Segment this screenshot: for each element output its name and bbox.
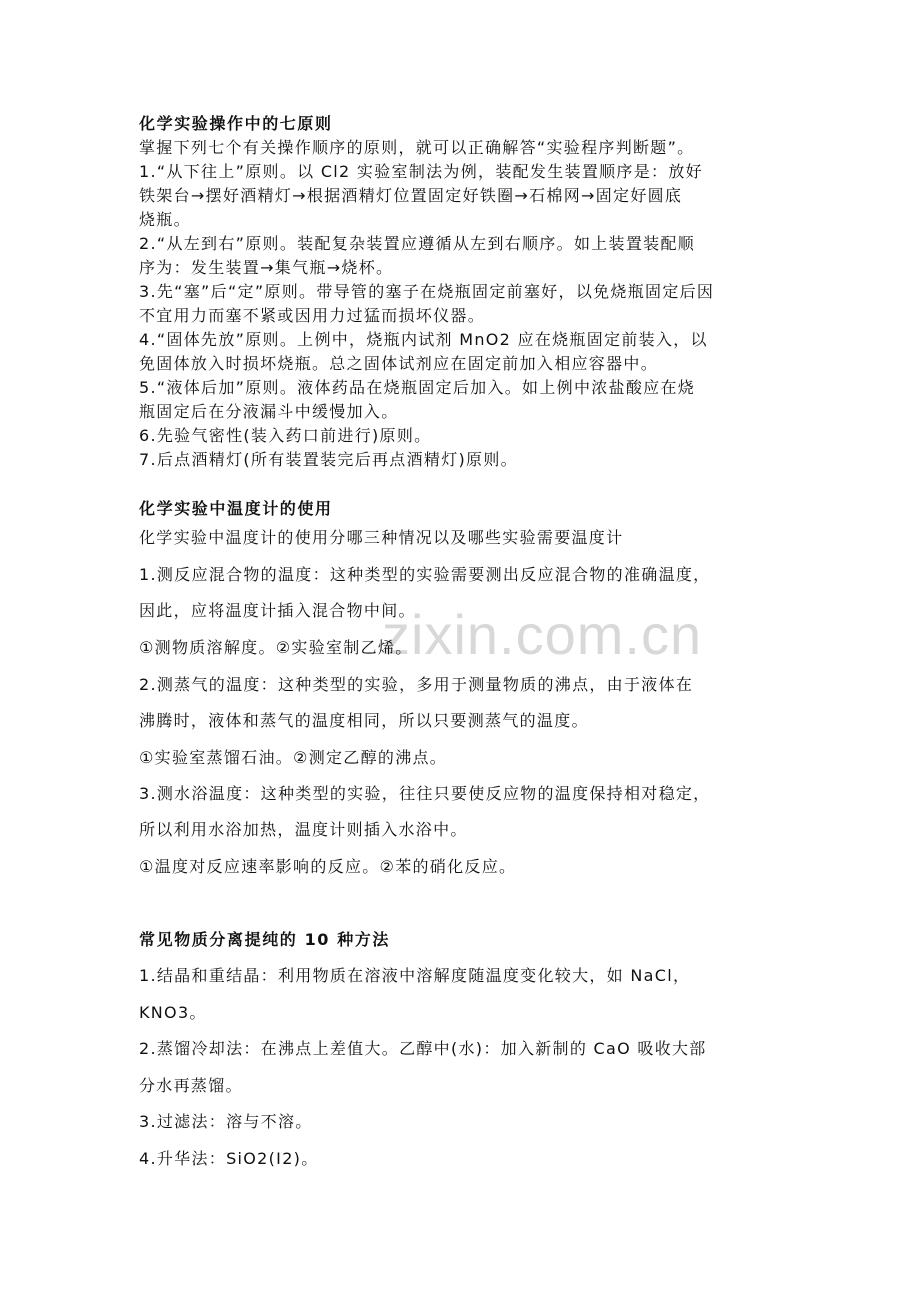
paragraph-line: 4.“固体先放”原则。上例中，烧瓶内试剂 MnO2 应在烧瓶固定前装入，以 bbox=[139, 330, 708, 349]
paragraph-line: 3.先“塞”后“定”原则。带导管的塞子在烧瓶固定前塞好，以免烧瓶固定后因 bbox=[139, 282, 715, 301]
paragraph-line: 分水再蒸馏。 bbox=[139, 1076, 243, 1095]
paragraph-line: 烧瓶。 bbox=[139, 210, 191, 229]
paragraph-line: 化学实验中温度计的使用分哪三种情况以及哪些实验需要温度计 bbox=[139, 528, 624, 547]
paragraph-line: 6.先验气密性(装入药口前进行)原则。 bbox=[139, 426, 432, 445]
watermark: zixin.com.cn bbox=[382, 603, 703, 666]
paragraph-line: 5.“液体后加”原则。液体药品在烧瓶固定后加入。如上例中浓盐酸应在烧 bbox=[139, 378, 696, 397]
section-title: 化学实验中温度计的使用 bbox=[139, 499, 333, 518]
paragraph-line: 所以利用水浴加热，温度计则插入水浴中。 bbox=[139, 820, 468, 839]
section-title: 化学实验操作中的七原则 bbox=[139, 114, 333, 133]
paragraph-line: ①测物质溶解度。②实验室制乙烯。 bbox=[139, 638, 413, 657]
paragraph-line: 瓶固定后在分液漏斗中缓慢加入。 bbox=[139, 402, 399, 421]
paragraph-line: 2.“从左到右”原则。装配复杂装置应遵循从左到右顺序。如上装置装配顺 bbox=[139, 234, 696, 253]
paragraph-line: 2.测蒸气的温度：这种类型的实验，多用于测量物质的沸点，由于液体在 bbox=[139, 675, 694, 694]
paragraph-line: 序为：发生装置→集气瓶→烧杯。 bbox=[139, 258, 394, 277]
section-title: 常见物质分离提纯的 10 种方法 bbox=[139, 930, 391, 949]
paragraph-line: 沸腾时，液体和蒸气的温度相同，所以只要测蒸气的温度。 bbox=[139, 711, 589, 730]
paragraph-line: 免固体放入时损坏烧瓶。总之固体试剂应在固定前加入相应容器中。 bbox=[139, 354, 659, 373]
paragraph-line: 1.结晶和重结晶：利用物质在溶液中溶解度随温度变化较大，如 NaCl， bbox=[139, 966, 691, 985]
paragraph-line: 1.测反应混合物的温度：这种类型的实验需要测出反应混合物的准确温度， bbox=[139, 565, 711, 584]
paragraph-line: ①实验室蒸馏石油。②测定乙醇的沸点。 bbox=[139, 748, 448, 767]
paragraph-line: 3.测水浴温度：这种类型的实验，往往只要使反应物的温度保持相对稳定， bbox=[139, 784, 711, 803]
paragraph-line: 1.“从下往上”原则。以 Cl2 实验室制法为例，装配发生装置顺序是：放好 bbox=[139, 162, 703, 181]
paragraph-line: ①温度对反应速率影响的反应。②苯的硝化反应。 bbox=[139, 857, 517, 876]
paragraph-line: 因此，应将温度计插入混合物中间。 bbox=[139, 601, 416, 620]
paragraph-line: 4.升华法：SiO2(I2)。 bbox=[139, 1149, 319, 1168]
paragraph-line: 掌握下列七个有关操作顺序的原则，就可以正确解答“实验程序判断题”。 bbox=[139, 138, 695, 157]
paragraph-line: 2.蒸馏冷却法：在沸点上差值大。乙醇中(水)：加入新制的 CaO 吸收大部 bbox=[139, 1039, 707, 1058]
paragraph-line: 7.后点酒精灯(所有装置装完后再点酒精灯)原则。 bbox=[139, 450, 518, 469]
paragraph-line: 3.过滤法：溶与不溶。 bbox=[139, 1112, 313, 1131]
paragraph-line: 铁架台→摆好酒精灯→根据酒精灯位置固定好铁圈→石棉网→固定好圆底 bbox=[139, 186, 683, 205]
paragraph-line: KNO3。 bbox=[139, 1003, 207, 1022]
paragraph-line: 不宜用力而塞不紧或因用力过猛而损坏仪器。 bbox=[139, 306, 486, 325]
